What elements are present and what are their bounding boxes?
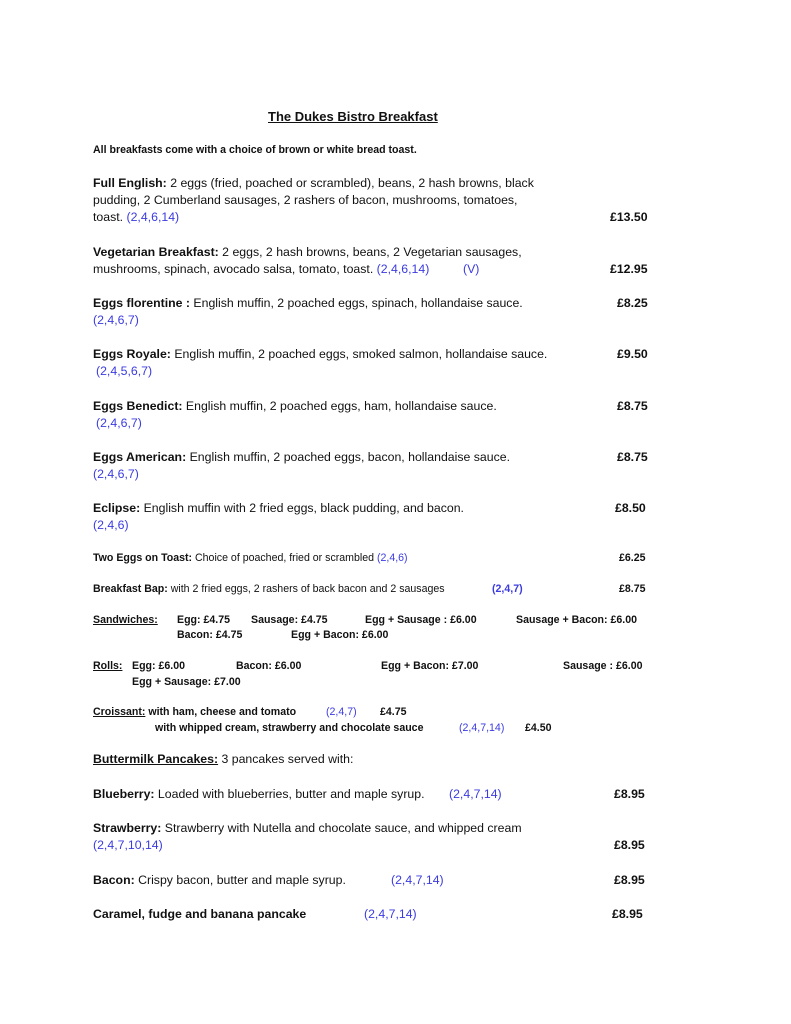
intro-text: All breakfasts come with a choice of brown or white bread toast.	[93, 144, 417, 156]
roll-bacon: Bacon: £6.00	[236, 660, 302, 672]
item-american	[93, 449, 510, 466]
item-name: Bacon:	[93, 873, 135, 887]
item-full-english-line1	[93, 175, 534, 192]
croissant-line2: with whipped cream, strawberry and chocolate sauce	[155, 722, 424, 734]
item-desc: 2 eggs, 2 hash browns, beans, 2 Vegetarian sausages,	[218, 245, 522, 259]
croissant-price2: £4.50	[525, 722, 552, 734]
item-eclipse	[93, 500, 464, 517]
price-bap: £8.75	[619, 583, 646, 595]
allergen-codes: (2,4,7,14)	[459, 722, 505, 734]
allergen-codes: (2,4,6)	[376, 552, 408, 564]
item-desc: Strawberry with Nutella and chocolate sauce, and whipped cream	[161, 821, 522, 835]
allergen-codes: (2,4,6,7)	[93, 313, 139, 327]
croissant-price1: £4.75	[380, 706, 407, 718]
item-royale	[93, 346, 547, 363]
allergen-codes: (2,4,7)	[492, 583, 523, 595]
item-florentine	[93, 295, 523, 312]
item-desc: English muffin, 2 poached eggs, smoked salmon, hollandaise sauce.	[170, 347, 548, 361]
price-blueberry: £8.95	[614, 787, 645, 801]
pancakes-desc: 3 pancakes served with:	[218, 752, 354, 766]
allergen-codes: (2,4,6,14)	[126, 210, 180, 224]
item-desc: 2 eggs (fried, poached or scrambled), beans, 2 hash browns, black	[166, 176, 534, 190]
sandwich-egg: Egg: £4.75	[177, 614, 230, 626]
price-vegetarian: £12.95	[610, 262, 648, 276]
item-name: Eggs American:	[93, 450, 187, 464]
pancakes-label: Buttermilk Pancakes:	[93, 752, 219, 766]
item-name: Eggs Royale:	[93, 347, 171, 361]
pancake-bacon	[93, 872, 346, 889]
item-name: Blueberry:	[93, 787, 155, 801]
sandwich-egg-sausage: Egg + Sausage : £6.00	[365, 614, 477, 626]
item-name: Eggs Benedict:	[93, 399, 183, 413]
rolls-label: Rolls:	[93, 660, 123, 672]
item-desc: Loaded with blueberries, butter and maple syrup.	[154, 787, 425, 801]
allergen-codes: (2,4,7,14)	[449, 787, 502, 801]
item-bap	[93, 582, 445, 597]
croissant-line1	[93, 705, 296, 720]
item-vegetarian-line2	[93, 261, 429, 278]
item-name: Eclipse:	[93, 501, 141, 515]
item-vegetarian-line1	[93, 244, 522, 261]
item-full-english-line3	[93, 209, 179, 226]
price-eclipse: £8.50	[615, 501, 646, 515]
roll-sausage: Sausage : £6.00	[563, 660, 643, 672]
price-full-english: £13.50	[610, 210, 648, 224]
price-american: £8.75	[617, 450, 648, 464]
sandwich-bacon: Bacon: £4.75	[177, 629, 243, 641]
item-desc: mushrooms, spinach, avocado salsa, tomato, toast.	[93, 262, 377, 276]
allergen-codes: (2,4,7,14)	[364, 907, 417, 921]
allergen-codes: (2,4,6)	[93, 518, 129, 532]
item-desc: with 2 fried eggs, 2 rashers of back bacon and 2 sausages	[167, 583, 445, 595]
item-desc: Crispy bacon, butter and maple syrup.	[134, 873, 346, 887]
item-name: Breakfast Bap:	[93, 583, 168, 595]
pancake-caramel: Caramel, fudge and banana pancake	[93, 907, 307, 921]
pancake-blueberry	[93, 786, 425, 803]
item-name: Full English:	[93, 176, 167, 190]
price-bacon-pancake: £8.95	[614, 873, 645, 887]
item-benedict	[93, 398, 497, 415]
allergen-codes: (2,4,7,14)	[391, 873, 444, 887]
croissant-desc: with ham, cheese and tomato	[145, 706, 297, 718]
item-name: Eggs florentine :	[93, 296, 191, 310]
allergen-codes: (2,4,7)	[326, 706, 357, 718]
price-two-eggs: £6.25	[619, 552, 646, 564]
item-name: Two Eggs on Toast:	[93, 552, 193, 564]
sandwich-sausage: Sausage: £4.75	[251, 614, 328, 626]
roll-egg-sausage: Egg + Sausage: £7.00	[132, 676, 241, 688]
roll-egg: Egg: £6.00	[132, 660, 185, 672]
item-name: Strawberry:	[93, 821, 162, 835]
sandwich-egg-bacon: Egg + Bacon: £6.00	[291, 629, 389, 641]
price-caramel: £8.95	[612, 907, 643, 921]
price-benedict: £8.75	[617, 399, 648, 413]
sandwiches-label: Sandwiches:	[93, 614, 158, 626]
allergen-codes: (2,4,7,10,14)	[93, 838, 163, 852]
allergen-codes: (2,4,6,7)	[93, 467, 139, 481]
allergen-codes: (2,4,6,14)	[376, 262, 430, 276]
item-desc: English muffin, 2 poached eggs, bacon, hollandaise sauce.	[186, 450, 510, 464]
item-full-english-line2: pudding, 2 Cumberland sausages, 2 rashers of bacon, mushrooms, tomatoes,	[93, 193, 518, 207]
vegetarian-tag: (V)	[463, 262, 480, 276]
price-florentine: £8.25	[617, 296, 648, 310]
pancakes-heading	[93, 751, 353, 768]
price-royale: £9.50	[617, 347, 648, 361]
croissant-label: Croissant:	[93, 706, 146, 718]
item-desc: English muffin, 2 poached eggs, ham, hollandaise sauce.	[182, 399, 497, 413]
page-title: The Dukes Bistro Breakfast	[268, 109, 438, 124]
item-name: Vegetarian Breakfast:	[93, 245, 219, 259]
item-desc: toast.	[93, 210, 127, 224]
pancake-strawberry	[93, 820, 522, 837]
allergen-codes: (2,4,6,7)	[96, 416, 142, 430]
item-desc: English muffin with 2 fried eggs, black pudding, and bacon.	[140, 501, 464, 515]
allergen-codes: (2,4,5,6,7)	[96, 364, 153, 378]
roll-egg-bacon: Egg + Bacon: £7.00	[381, 660, 479, 672]
sandwich-sausage-bacon: Sausage + Bacon: £6.00	[516, 614, 638, 626]
price-strawberry: £8.95	[614, 838, 645, 852]
item-desc: Choice of poached, fried or scrambled	[192, 552, 377, 564]
item-desc: English muffin, 2 poached eggs, spinach, hollandaise sauce.	[190, 296, 523, 310]
item-two-eggs	[93, 551, 408, 566]
